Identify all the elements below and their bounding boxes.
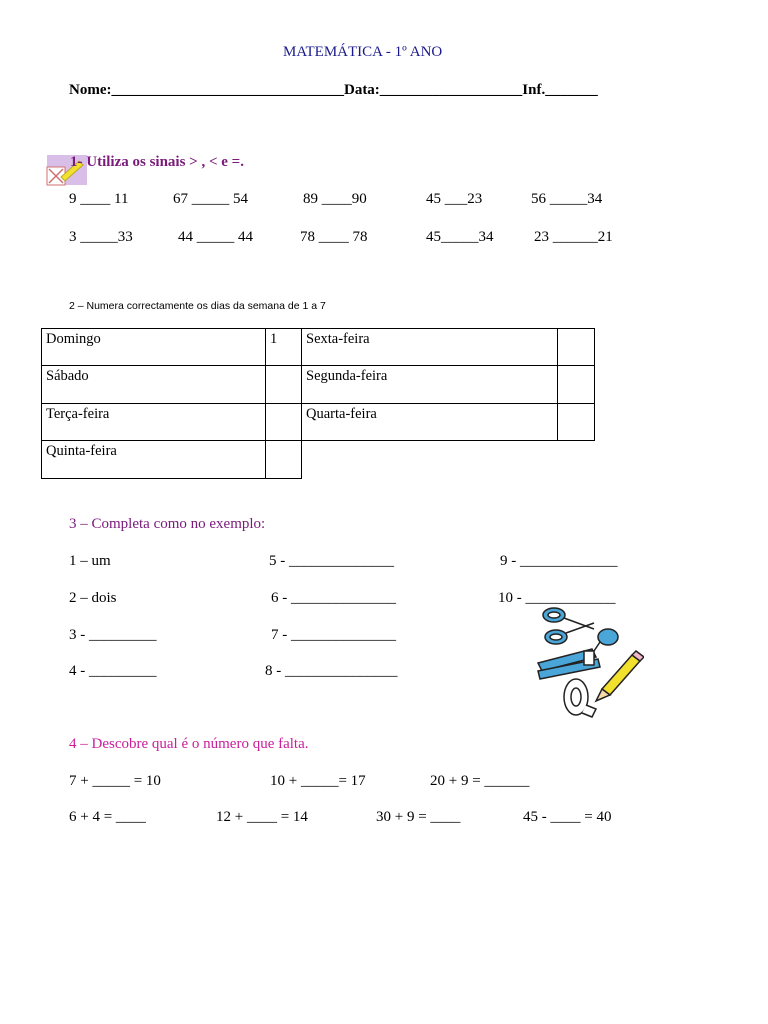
name-date-line: Nome:_______________________________Data:___________________Inf._______ xyxy=(69,82,598,98)
q3-item: 4 - _________ xyxy=(69,663,157,679)
weekday-cell: Domingo xyxy=(42,329,266,366)
q3-item: 8 - _______________ xyxy=(265,663,398,679)
number-cell xyxy=(558,366,595,404)
q1-item: 44 _____ 44 xyxy=(178,229,253,245)
q1-item: 23 ______21 xyxy=(534,229,613,245)
q3-item: 2 – dois xyxy=(69,590,117,606)
q1-heading: 1- Utiliza os sinais > , < e =. xyxy=(70,154,244,170)
weekday-table xyxy=(41,328,595,479)
weekday-cell: Quarta-feira xyxy=(302,404,558,441)
weekday-cell: Quinta-feira xyxy=(42,441,266,479)
q1-item: 45 ___23 xyxy=(426,191,483,207)
pencil-icon xyxy=(596,651,644,701)
q3-item: 1 – um xyxy=(69,553,111,569)
pushpin-icon xyxy=(594,629,618,651)
q3-item: 10 - ____________ xyxy=(498,590,616,606)
q4-heading: 4 – Descobre qual é o número que falta. xyxy=(69,736,309,752)
empty-cell xyxy=(558,441,595,479)
q4-item: 6 + 4 = ____ xyxy=(69,809,146,825)
q1-item: 45_____34 xyxy=(426,229,494,245)
q4-item: 20 + 9 = ______ xyxy=(430,773,530,789)
q1-item: 89 ____90 xyxy=(303,191,367,207)
q1-item: 78 ____ 78 xyxy=(300,229,368,245)
q1-item: 9 ____ 11 xyxy=(69,191,129,207)
q3-item: 6 - ______________ xyxy=(271,590,396,606)
q4-item: 12 + ____ = 14 xyxy=(216,809,308,825)
weekday-cell: Sexta-feira xyxy=(302,329,558,366)
q4-item: 7 + _____ = 10 xyxy=(69,773,161,789)
q3-item: 3 - _________ xyxy=(69,627,157,643)
weekday-cell: Segunda-feira xyxy=(302,366,558,404)
q4-item: 10 + _____= 17 xyxy=(270,773,366,789)
q4-item: 45 - ____ = 40 xyxy=(523,809,612,825)
tape-icon xyxy=(564,679,596,717)
q4-item: 30 + 9 = ____ xyxy=(376,809,461,825)
number-cell xyxy=(266,404,302,441)
q1-item: 56 _____34 xyxy=(531,191,603,207)
number-cell xyxy=(266,441,302,479)
number-cell xyxy=(558,404,595,441)
q3-heading: 3 – Completa como no exemplo: xyxy=(69,516,266,532)
scissors-icon xyxy=(543,608,594,644)
stapler-icon xyxy=(538,649,600,679)
weekday-cell: Terça-feira xyxy=(42,404,266,441)
empty-cell xyxy=(302,441,558,479)
number-cell: 1 xyxy=(266,329,302,366)
number-cell xyxy=(558,329,595,366)
q3-item: 5 - ______________ xyxy=(269,553,394,569)
stationery-clipart xyxy=(528,605,644,721)
q3-item: 7 - ______________ xyxy=(271,627,396,643)
q1-item: 3 _____33 xyxy=(69,229,133,245)
q2-heading: 2 – Numera correctamente os dias da semana de 1 a 7 xyxy=(69,300,326,312)
page-title: MATEMÁTICA - 1º ANO xyxy=(283,44,443,60)
weekday-cell: Sábado xyxy=(42,366,266,404)
q3-item: 9 - _____________ xyxy=(500,553,618,569)
q1-item: 67 _____ 54 xyxy=(173,191,248,207)
number-cell xyxy=(266,366,302,404)
